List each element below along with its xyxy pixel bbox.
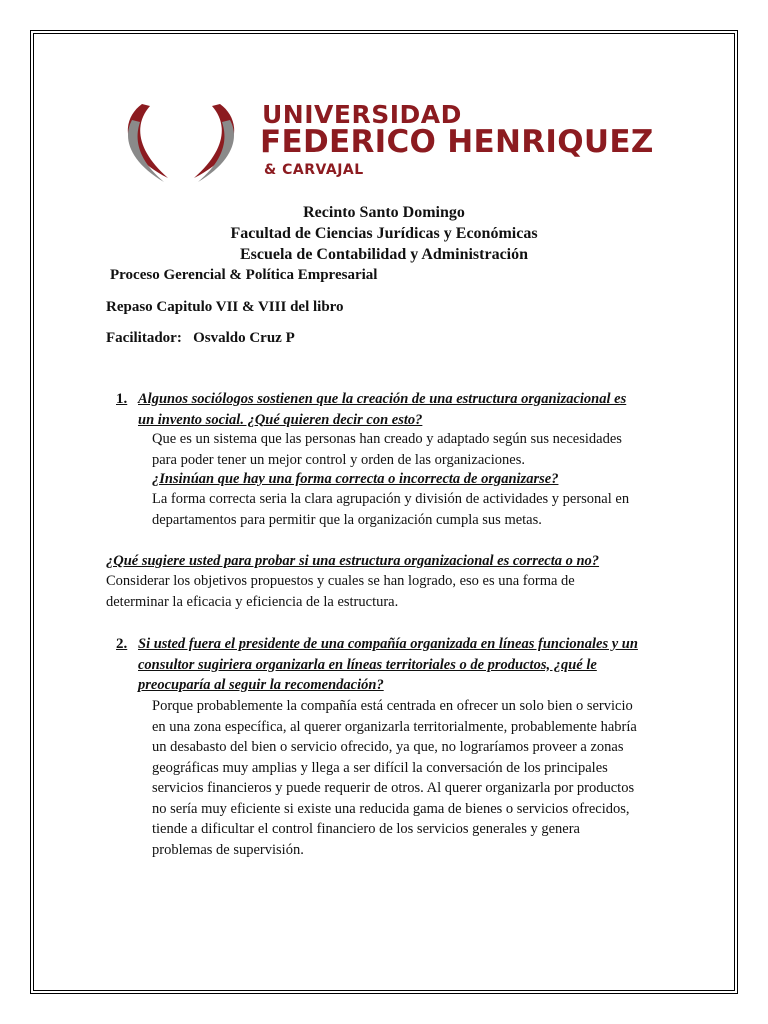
- logo-emblem-icon: [118, 98, 248, 188]
- topic-title: Repaso Capitulo VII & VIII del libro: [106, 299, 344, 315]
- logo-line-carvajal: & CARVAJAL: [264, 162, 364, 178]
- school-heading: Escuela de Contabilidad y Administración: [239, 246, 529, 263]
- question-1b-text: ¿Qué sugiere usted para probar si una estructura organizacional es correcta o no?: [106, 553, 600, 569]
- course-title: Proceso Gerencial & Política Empresarial: [110, 267, 378, 283]
- question-1-subquestion: ¿Insinúan que hay una forma correcta o incorrecta de organizarse?: [152, 471, 559, 487]
- question-1-subanswer: La forma correcta seria la clara agrupación y división de actividades y personal en departamentos para permitir que la organización cumpla sus metas.: [152, 491, 630, 528]
- question-1-answer: Que es un sistema que las personas han creado y adaptado según sus necesidades para poder tener un mejor control y orden de las organizaciones.: [152, 431, 622, 468]
- facilitator-line: [106, 328, 295, 348]
- question-2-number: 2.: [116, 636, 128, 652]
- faculty-heading: Facultad de Ciencias Jurídicas y Económicas: [230, 225, 538, 242]
- logo-line-federico-henriquez: FEDERICO HENRIQUEZ: [260, 124, 654, 160]
- question-1-text: Algunos sociólogos sostienen que la creación de una estructura organizacional es un invento social. ¿Qué quieren decir con esto?: [138, 391, 627, 428]
- question-1b-answer: Considerar los objetivos propuestos y cuales se han logrado, eso es una forma de determinar la eficacia y eficiencia de la estructura.: [106, 573, 575, 610]
- logo-line-universidad: UNIVERSIDAD: [262, 100, 462, 129]
- question-1-number: 1.: [116, 391, 128, 407]
- campus-heading: Recinto Santo Domingo: [303, 204, 465, 221]
- question-2-text: Si usted fuera el presidente de una compañía organizada en líneas funcionales y un consultor sugiriera organizarla en líneas territoriales o de productos, ¿qué le preocuparía al seguir la recomendación?: [138, 636, 638, 693]
- university-logo: [118, 98, 678, 188]
- question-2-answer: Porque probablemente la compañía está centrada en ofrecer un solo bien o servicio en una zona específica, al querer organizarla territorialmente, probablemente habría un desabasto del bien o servicio ofrecido, ya que, no lograríamos proveer a zonas geográficas muy amplias y llega a ser difícil la conversación de los principales servicios financieros y puede requerir de otros. Al querer organizarla por productos no sería muy eficiente si existe una reducida gama de bienes o servicios ofrecidos, tiende a dificultar el control financiero de los servicios generales y genera problemas de supervisión.: [152, 698, 637, 858]
- facilitator-label: Facilitador:: [106, 330, 182, 346]
- facilitator-name: Osvaldo Cruz P: [193, 330, 295, 346]
